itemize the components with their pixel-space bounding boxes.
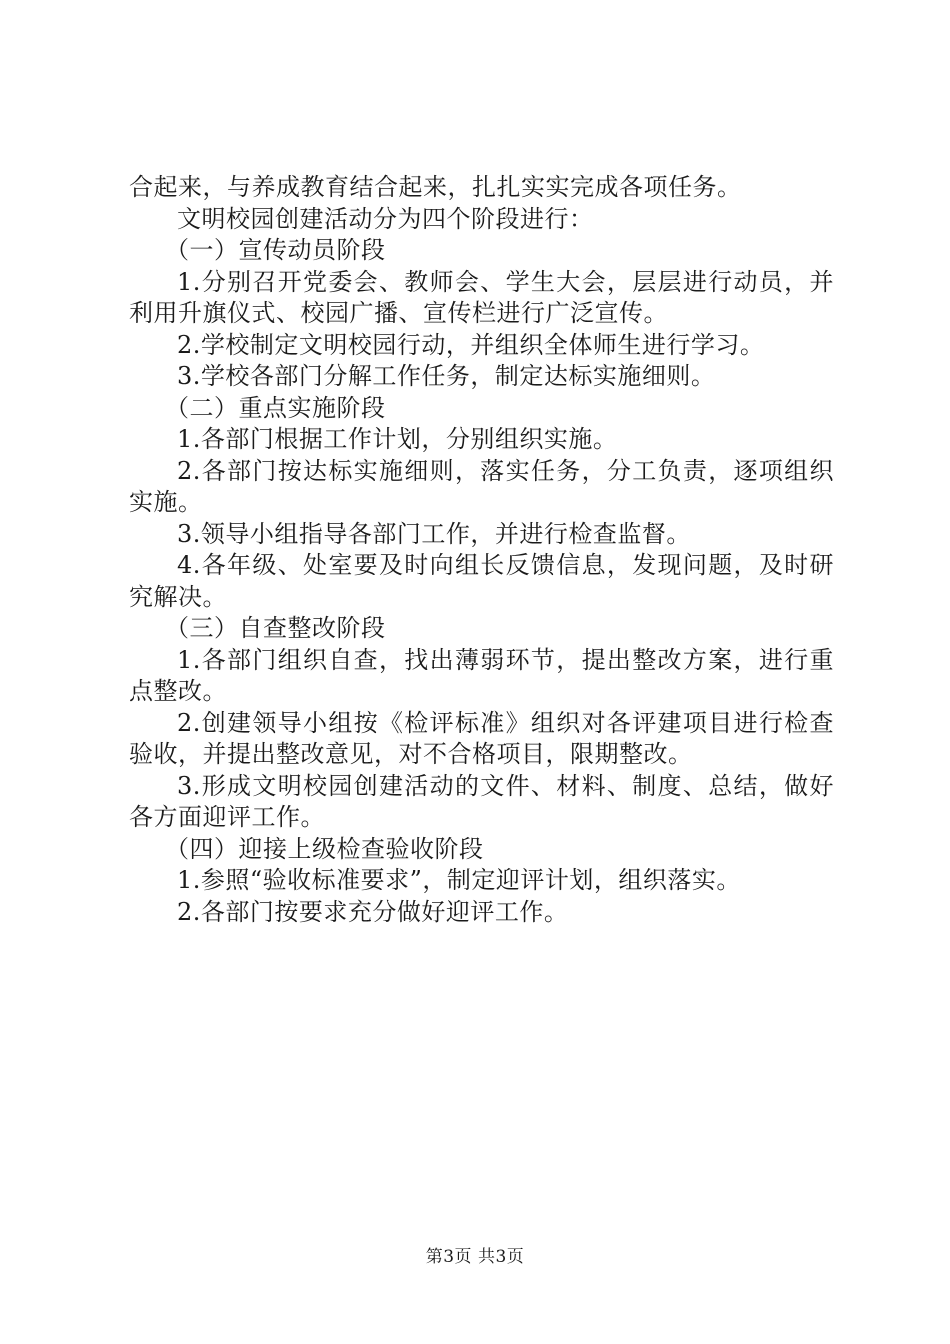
page-footer: 第3页 共3页 <box>425 1247 525 1267</box>
list-item: 2.各部门按达标实施细则，落实任务，分工负责，逐项组织实施。 <box>129 456 834 516</box>
section-heading-3: （三）自查整改阶段 <box>165 614 386 642</box>
list-item: 2.各部门按要求充分做好迎评工作。 <box>177 897 569 926</box>
list-item: 1.各部门组织自查，找出薄弱环节，提出整改方案，进行重点整改。 <box>129 645 834 705</box>
list-item: 1.分别召开党委会、教师会、学生大会，层层进行动员，并利用升旗仪式、校园广播、宣传栏进行广泛宣传。 <box>129 267 834 327</box>
paragraph-intro: 文明校园创建活动分为四个阶段进行： <box>177 204 594 233</box>
section-heading-4: （四）迎接上级检查验收阶段 <box>165 834 484 863</box>
list-item: 1.各部门根据工作计划，分别组织实施。 <box>177 425 618 453</box>
list-item: 1.参照“验收标准要求”，制定迎评计划，组织落实。 <box>177 866 741 894</box>
document-body <box>129 172 834 928</box>
list-item: 3.形成文明校园创建活动的文件、材料、制度、总结，做好各方面迎评工作。 <box>129 771 834 831</box>
list-item: 3.学校各部门分解工作任务，制定达标实施细则。 <box>177 362 716 390</box>
list-item: 3.领导小组指导各部门工作，并进行检查监督。 <box>177 519 691 548</box>
section-heading-1: （一）宣传动员阶段 <box>165 236 386 264</box>
section-heading-2: （二）重点实施阶段 <box>165 393 386 422</box>
paragraph-continuation: 合起来，与养成教育结合起来，扎扎实实完成各项任务。 <box>129 173 742 201</box>
list-item: 2.学校制定文明校园行动，并组织全体师生进行学习。 <box>177 330 765 359</box>
list-item: 4.各年级、处室要及时向组长反馈信息，发现问题，及时研究解决。 <box>129 551 834 611</box>
list-item: 2.创建领导小组按《检评标准》组织对各评建项目进行检查验收，并提出整改意见，对不合格项目，限期整改。 <box>129 708 834 768</box>
